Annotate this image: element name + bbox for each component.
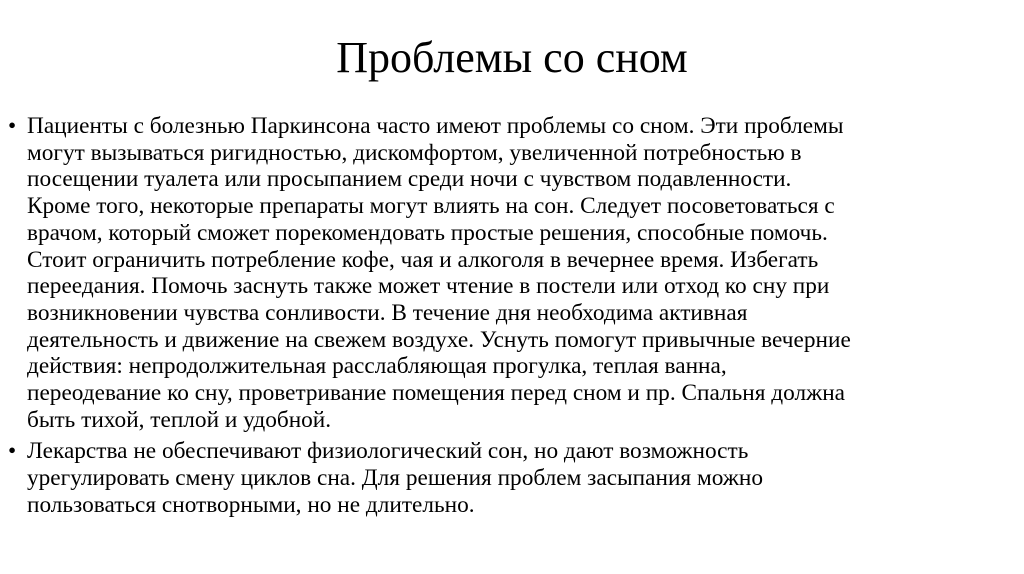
bullet-1-line: Кроме того, некоторые препараты могут влиять на сон. Следует посоветоваться с (27, 193, 835, 220)
bullet-item-medication (0, 438, 1014, 518)
bullet-list (0, 113, 1024, 519)
bullet-1-line: быть тихой, теплой и удобной. (27, 406, 332, 433)
bullet-2-line: пользоваться снотворными, но не длительно. (27, 491, 475, 518)
bullet-1-line: могут вызываться ригидностью, дискомфортом, увеличенной потребностью в (27, 139, 802, 166)
bullet-1-line: деятельность и движение на свежем воздухе. Уснуть помогут привычные вечерние (27, 326, 851, 353)
bullet-1-line: врачом, который сможет порекомендовать простые решения, способные помочь. (27, 219, 828, 246)
bullet-1-line: переодевание ко сну, проветривание помещения перед сном и пр. Спальня должна (27, 380, 846, 407)
bullet-1-line: посещении туалета или просыпанием среди ночи с чувством подавленности. (27, 166, 792, 193)
bullet-2-line: урегулировать смену циклов сна. Для решения проблем засыпания можно (27, 465, 763, 492)
bullet-1-line: Стоит ограничить потребление кофе, чая и алкоголя в вечернее время. Избегать (27, 246, 819, 273)
slide-title: Проблемы со сном (336, 33, 688, 82)
bullet-1-line: Пациенты с болезнью Паркинсона часто имеют проблемы со сном. Эти проблемы (27, 113, 844, 139)
bullet-marker: • (8, 113, 17, 139)
bullet-1-line: переедания. Помочь заснуть также может чтение в постели или отход ко сну при (27, 273, 830, 300)
bullet-1-line: действия: непродолжительная расслабляющая прогулка, теплая ванна, (27, 353, 727, 380)
bullet-2-line: Лекарства не обеспечивают физиологический сон, но дают возможность (27, 438, 749, 465)
bullet-marker: • (8, 438, 17, 465)
bullet-1-line: возникновении чувства сонливости. В течение дня необходима активная (27, 299, 748, 326)
bullet-item-sleep-problems (0, 113, 1014, 433)
